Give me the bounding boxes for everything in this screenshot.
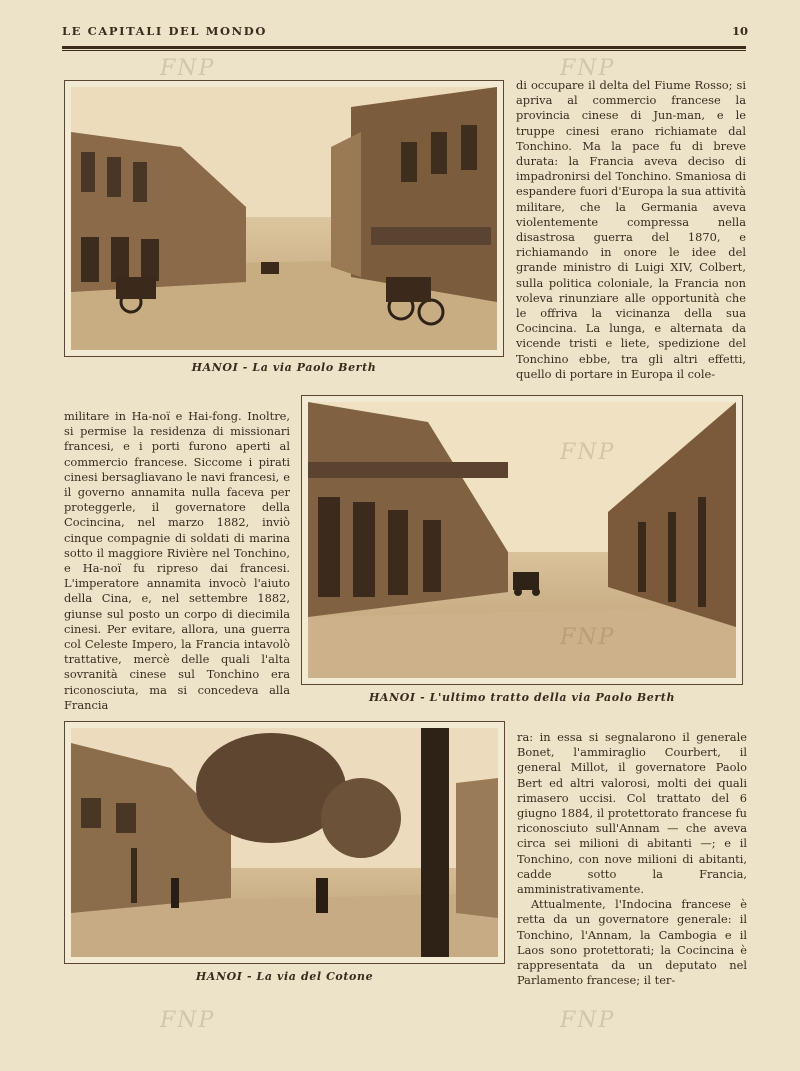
street-scene-3 — [71, 728, 498, 957]
photo-frame-3 — [64, 721, 505, 964]
street-scene-1 — [71, 87, 497, 350]
photo-paolo-berth-last-stretch — [308, 402, 736, 678]
photo-via-del-cotone — [71, 728, 498, 957]
text-column-middle-left — [64, 409, 290, 713]
paragraph-bottom-right-2: Attualmente, l'Indocina francese è retta da un governatore generale: il Tonchino, l'Annam, la Cambogia e il Laos sono protettorati; la Cocincina è rappresentata da un deputato nel Parlamento francese; il ter- — [517, 897, 747, 988]
watermark-logo: FNP — [560, 1008, 616, 1033]
watermark-logo: FNP — [160, 1008, 216, 1033]
paragraph-top-right: di occupare il delta del Fiume Rosso; si apriva al commercio francese la provincia cinese di Jun-man, e le truppe cinesi erano richiamate dal Tonchino. Ma la pace fu di breve durata: la Francia aveva deciso di impadronirsi del Tonchino. Smaniosa di espandere fuori d'Europa la sua attività militare, che la Germania aveva violentemente compressa nella disastrosa guerra del 1870, e richiamando in onore le idee del grande ministro di Luigi XIV, Colbert, sulla politica coloniale, la Francia non voleva rinunziare alle opportunità che le offriva la vicinanza della sua Cocincina. La lunga, e alternata da vicende tristi e liete, spedizione del Tonchino ebbe, tra gli altri effetti, quello di portare in Europa il cole- — [516, 78, 746, 381]
photo-frame-2 — [301, 395, 743, 685]
watermark-logo: FNP — [560, 440, 616, 465]
street-scene-2 — [308, 402, 736, 678]
photo1-caption: HANOI - La via Paolo Berth — [191, 361, 377, 374]
watermark-logo: FNP — [560, 56, 616, 81]
page-number: 10 — [732, 24, 749, 38]
paragraph-bottom-right-1: ra: in essa si segnalarono il generale Bonet, l'ammiraglio Courbert, il general Millot, il governatore Paolo Bert ed altri valorosi, molti dei quali rimasero uccisi. Col trattato del 6 giugno 1884, il protettorato francese fu riconosciuto sull'Annam — che aveva circa sei milioni di abitanti —; e il Tonchino, con nove milioni di abitanti, cadde sotto la Francia, amministrativamente. — [517, 730, 747, 897]
photo-paolo-berth-street — [71, 87, 497, 350]
text-column-top-right — [516, 78, 746, 382]
watermark-logo: FNP — [560, 625, 616, 650]
photo3-caption: HANOI - La via del Cotone — [195, 970, 374, 983]
watermark-logo: FNP — [160, 56, 216, 81]
text-column-bottom-right — [517, 730, 747, 988]
photo2-caption: HANOI - L'ultimo tratto della via Paolo Berth — [368, 691, 676, 704]
paragraph-middle-left: militare in Ha-noï e Hai-fong. Inoltre, si permise la residenza di missionari francesi, e i porti furono aperti al commercio francese. Siccome i pirati cinesi bersagliavano le navi francesi, e il governo annamita nulla faceva per proteggerle, il governatore della Cocincina, nel marzo 1882, inviò cinque compagnie di soldati di marina sotto il maggiore Rivière nel Tonchino, e Ha-noï fu ripreso dai francesi. L'imperatore annamita invocò l'aiuto della Cina, e, nel settembre 1882, giunse sul posto un corpo di diecimila cinesi. Per evitare, allora, una guerra col Celeste Impero, la Francia intavolò trattative, mercè delle quali l'alta sovranità cinese sul Tonchino era riconosciuta, ma si concedeva alla Francia — [64, 409, 290, 712]
header-rule — [62, 46, 746, 51]
running-title: LE CAPITALI DEL MONDO — [62, 24, 267, 38]
photo-frame-1 — [64, 80, 504, 357]
